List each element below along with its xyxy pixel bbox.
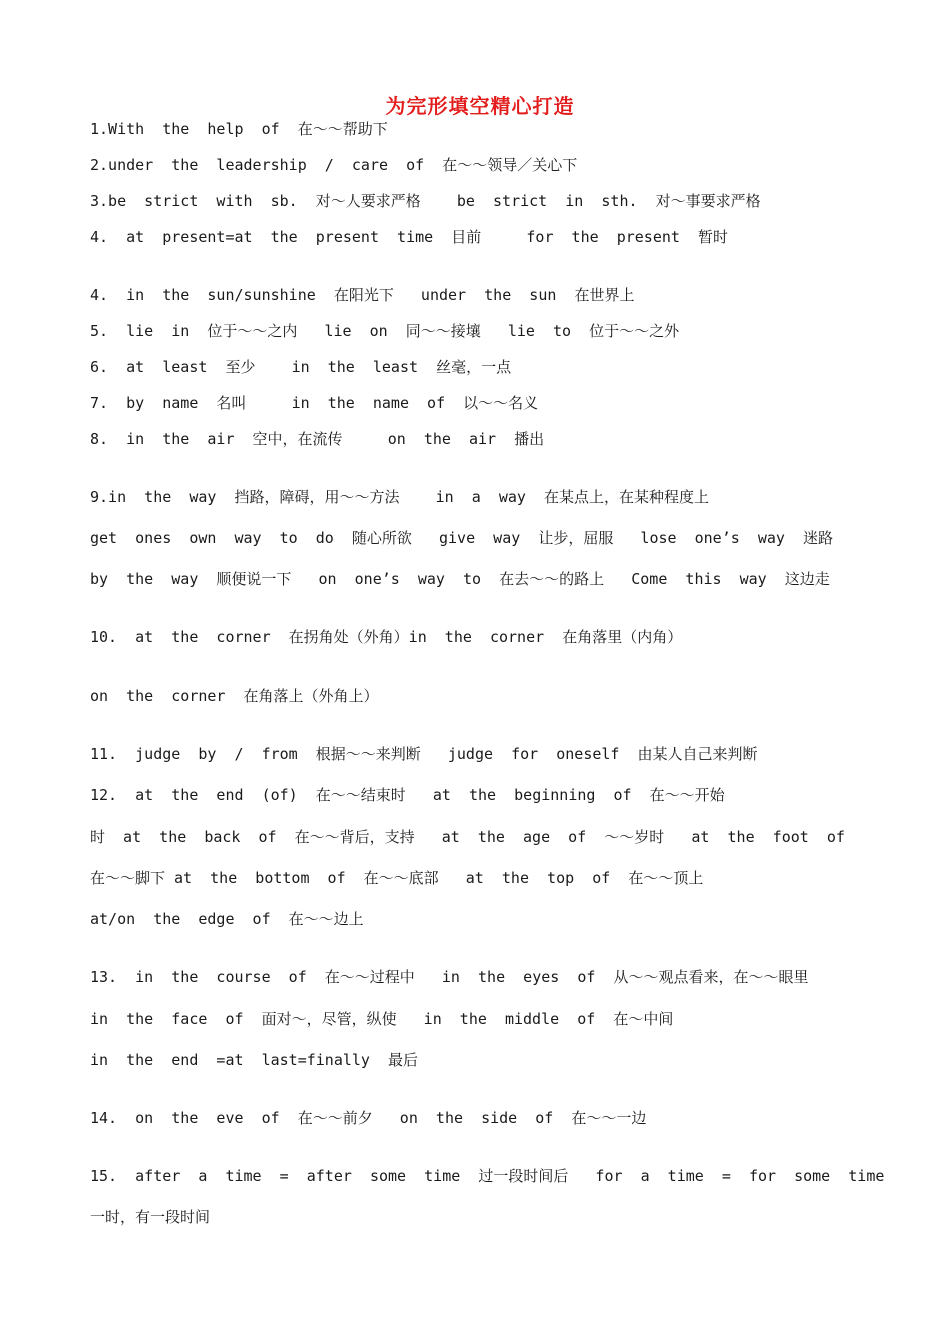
text-line-19: at/on the edge of 在～～边上 (90, 910, 364, 928)
text-line-11: get ones own way to do 随心所欲 give way 让步，屈服 lose one’s way 迷路 (90, 529, 833, 547)
text-line-13: 10. at the corner 在拐角处（外角）in the corner 在角落里（内角） (90, 628, 683, 646)
text-line-10: 9.in the way 挡路，障碍，用～～方法 in a way 在某点上，在某种程度上 (90, 488, 709, 506)
text-line-24: 15. after a time = after some time 过一段时间后 for a time = for some time (90, 1167, 885, 1185)
text-line-12: by the way 顺便说一下 on one’s way to 在去～～的路上 Come this way 这边走 (90, 570, 830, 588)
text-line-3: 3.be strict with sb. 对～人要求严格 be strict in sth. 对～事要求严格 (90, 192, 761, 210)
text-line-5: 4. in the sun/sunshine 在阳光下 under the sun 在世界上 (90, 286, 635, 304)
text-line-14: on the corner 在角落上（外角上） (90, 687, 379, 705)
text-line-15: 11. judge by / from 根据～～来判断 judge for oneself 由某人自己来判断 (90, 745, 758, 763)
text-line-23: 14. on the eve of 在～～前夕 on the side of 在～～一边 (90, 1109, 647, 1127)
text-line-22: in the end =at last=finally 最后 (90, 1051, 419, 1069)
text-line-7: 6. at least 至少 in the least 丝毫，一点 (90, 358, 512, 376)
text-line-2: 2.under the leadership / care of 在～～领导／关心下 (90, 156, 578, 174)
text-line-17: 时 at the back of 在～～背后，支持 at the age of ～～岁时 at the foot of (90, 828, 845, 846)
text-line-20: 13. in the course of 在～～过程中 in the eyes of 从～～观点看来，在～～眼里 (90, 968, 809, 986)
text-line-6: 5. lie in 位于～～之内 lie on 同～～接壤 lie to 位于～～之外 (90, 322, 680, 340)
text-line-21: in the face of 面对～，尽管，纵使 in the middle of 在～中间 (90, 1010, 674, 1028)
text-line-25: 一时，有一段时间 (90, 1208, 211, 1226)
text-line-16: 12. at the end (of) 在～～结束时 at the beginning of 在～～开始 (90, 786, 725, 804)
text-line-1: 1.With the help of 在～～帮助下 (90, 120, 388, 138)
text-line-8: 7. by name 名叫 in the name of 以～～名义 (90, 394, 539, 412)
text-line-9: 8. in the air 空中，在流传 on the air 播出 (90, 430, 545, 448)
text-line-4: 4. at present=at the present time 目前 for the present 暂时 (90, 228, 728, 246)
page-title: 为完形填空精心打造 (385, 94, 575, 118)
text-line-18: 在～～脚下 at the bottom of 在～～底部 at the top of 在～～顶上 (90, 869, 704, 887)
